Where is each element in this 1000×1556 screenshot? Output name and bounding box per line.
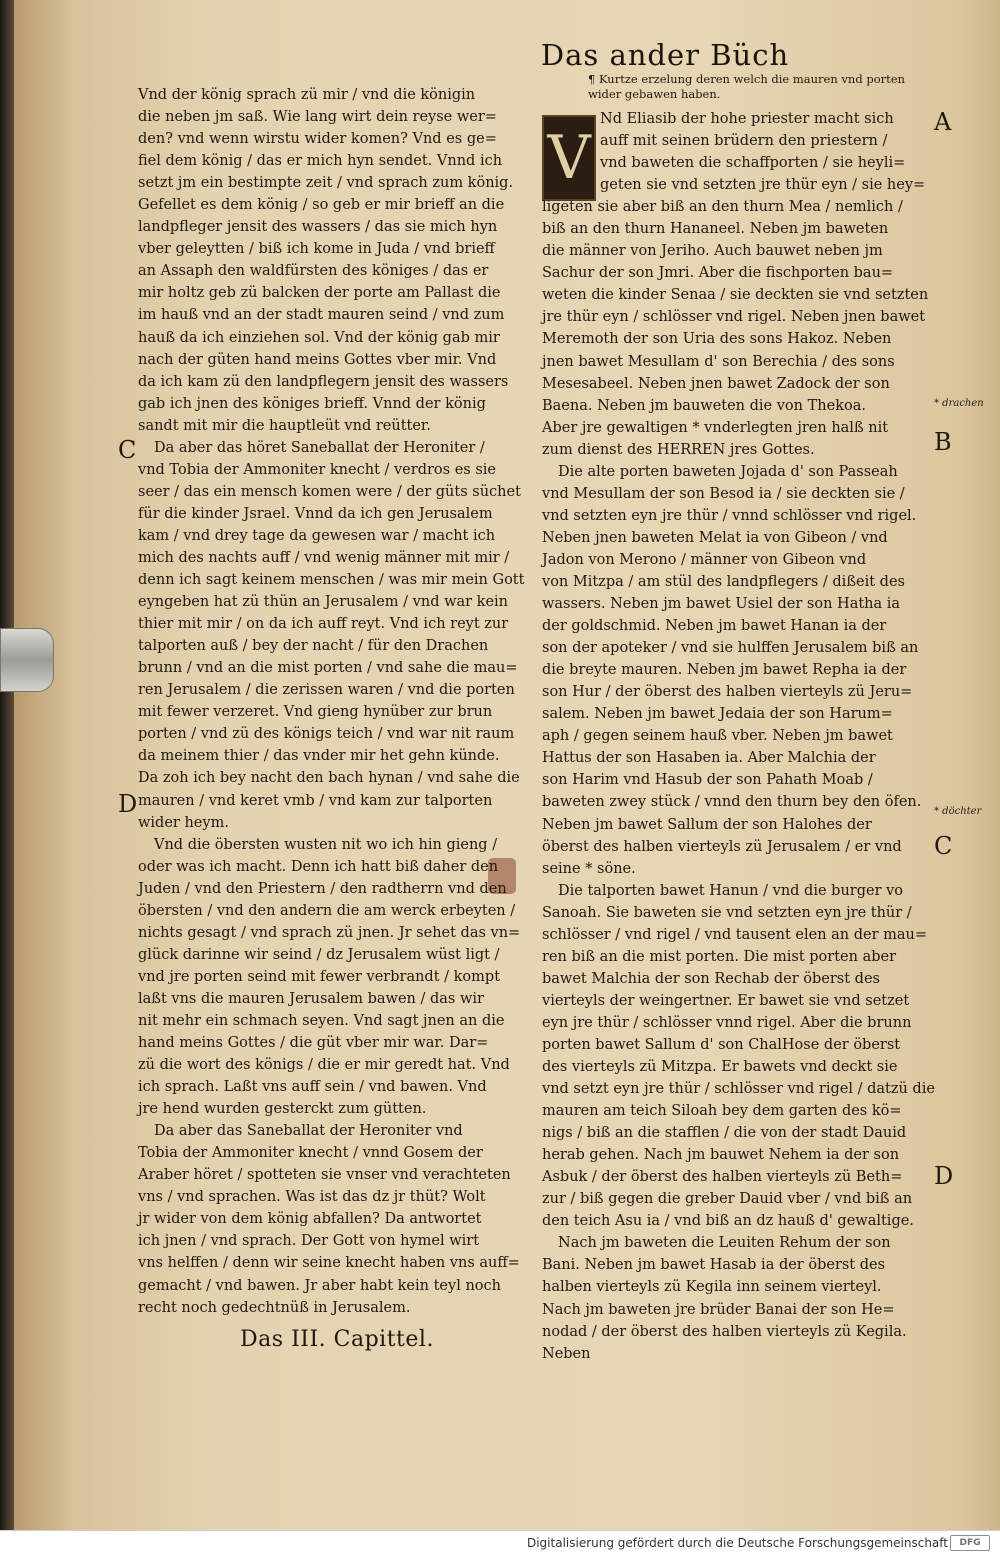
text-line: vnd setzt eyn jre thür / schlösser vnd rigel / datzü die (542, 1081, 935, 1098)
text-line: kam / vnd drey tage da gewesen war / macht ich (138, 527, 496, 544)
text-line: schlösser / vnd rigel / vnd tausent elen an der mau= (542, 926, 928, 943)
right-text-column (542, 108, 935, 1365)
text-line: fiel dem könig / das er mich hyn sendet. Vnnd ich (138, 153, 503, 170)
text-line: Jadon von Merono / männer von Gibeon vnd (542, 551, 867, 568)
text-line: mich des nachts auff / vnd wenig männer mit mir / (138, 549, 510, 566)
text-line: Neben jnen baweten Melat ia von Gibeon / vnd (542, 529, 888, 546)
text-line: den teich Asu ia / vnd biß an dz hauß d' gewaltige. (542, 1213, 914, 1230)
text-line: mir holtz geb zü balcken der porte am Pallast die (138, 285, 501, 302)
text-line: nach der güten hand meins Gottes vber mir. Vnd (138, 351, 497, 368)
margin-marker-a-right: A (934, 108, 952, 136)
text-line: Asbuk / der öberst des halben vierteyls zü Beth= (542, 1169, 903, 1186)
text-line: ren biß an die mist porten. Die mist porten aber (542, 948, 897, 965)
book-clasp (0, 628, 54, 692)
text-line: vnd baweten die schaffporten / sie heyli= (600, 155, 906, 172)
margin-marker-d-left: D (118, 790, 138, 818)
text-line: brunn / vnd an die mist porten / vnd sahe die mau= (138, 660, 518, 677)
footer-credit: Digitalisierung gefördert durch die Deutsche Forschungsgemeinschaft (526, 1536, 948, 1550)
margin-note-dochter: * döchter (934, 806, 982, 817)
text-line: baweten zwey stück / vnnd den thurn bey den öfen. (542, 794, 922, 811)
text-line: halben vierteyls zü Kegila inn seinem vierteyl. (542, 1279, 882, 1296)
text-line: nichts gesagt / vnd sprach zü jnen. Jr sehet das vn= (138, 924, 521, 941)
text-line: Neben (542, 1345, 591, 1362)
running-head: Das ander Büch (540, 38, 790, 72)
text-line: von Mitzpa / am stül des landpflegers / dißeit des (542, 573, 905, 590)
text-line: nodad / der öberst des halben vierteyls zü Kegila. (542, 1323, 907, 1340)
text-line: ren Jerusalem / die zerissen waren / vnd die porten (138, 682, 515, 699)
text-line: vnd setzten eyn jre thür / vnnd schlösser vnd rigel. (542, 507, 917, 524)
text-line: thier mit mir / on da ich auff reyt. Vnd ich reyt zur (138, 616, 509, 633)
text-line: vnd jre porten seind mit fewer verbrandt / kompt (138, 968, 501, 985)
text-line: mauren am teich Siloah bey dem garten des kö= (542, 1103, 902, 1120)
dfg-logo: DFG (950, 1535, 990, 1551)
text-line: Gefellet es dem könig / so geb er mir brieff an die (138, 197, 505, 214)
text-line: vnd Mesullam der son Besod ia / sie deckten sie / (542, 485, 905, 502)
text-line: vns / vnd sprachen. Was ist das dz jr thüt? Wolt (138, 1189, 486, 1206)
text-line: Meremoth der son Uria des sons Hakoz. Neben (542, 331, 892, 348)
text-line: da ich kam zü den landpflegern jensit des wassers (138, 373, 509, 390)
text-line: Die alte porten baweten Jojada d' son Passeah (558, 463, 898, 480)
text-line: weten die kinder Senaa / sie deckten sie vnd setzten (542, 287, 929, 304)
text-line: vber geleytten / biß ich kome in Juda / vnd brieff (138, 241, 495, 258)
text-line: setzt jm ein bestimpte zeit / vnd sprach zum könig. (138, 175, 514, 192)
text-line: Hattus der son Hasaben ia. Aber Malchia der (542, 750, 876, 767)
text-line: des vierteyls zü Mitzpa. Er bawets vnd deckt sie (542, 1059, 898, 1076)
margin-marker-c-right: C (934, 832, 953, 860)
text-line: jnen bawet Mesullam d' son Berechia / des sons (542, 353, 895, 370)
text-line: die neben jm saß. Wie lang wirt dein reyse wer= (138, 109, 497, 126)
text-line: den? vnd wenn wirstu wider komen? Vnd es ge= (138, 131, 497, 148)
text-line: da meinem thier / das vnder mir het gehn künde. (138, 748, 500, 765)
text-line: Nach jm baweten jre brüder Banai der son He= (542, 1301, 895, 1318)
text-line: öbersten / vnd den andern die am werck erbeyten / (138, 902, 516, 919)
margin-marker-b-right: B (934, 428, 952, 456)
text-line: nigs / biß an die stafflen / die von der stadt Dauid (542, 1125, 907, 1142)
text-line: Neben jm bawet Sallum der son Halohes der (542, 816, 872, 833)
text-line: Sanoah. Sie baweten sie vnd setzten eyn jre thür / (542, 904, 912, 921)
text-line: Nach jm baweten die Leuiten Rehum der son (558, 1235, 891, 1252)
text-line: son der apoteker / vnd sie hulffen Jerusalem biß an (542, 640, 919, 657)
text-line: ligeten sie aber biß an den thurn Mea / nemlich / (542, 199, 903, 216)
text-line: öberst des halben vierteyls zü Jerusalem / er vnd (542, 838, 902, 855)
text-line: Tobia der Ammoniter knecht / vnnd Gosem der (138, 1145, 483, 1162)
text-line: porten bawet Sallum d' son ChalHose der öberst (542, 1036, 901, 1053)
text-line: Baena. Neben jm bauweten die von Thekoa. (542, 397, 866, 414)
text-line: an Assaph den waldfürsten des königes / das er (138, 263, 489, 280)
text-line: glück darinne wir seind / dz Jerusalem wüst ligt / (138, 946, 500, 963)
text-line: vierteyls der weingertner. Er bawet sie vnd setzet (542, 992, 910, 1009)
text-line: Araber höret / spotteten sie vnser vnd verachteten (138, 1167, 511, 1184)
text-line: jre hend wurden gesterckt zum gütten. (138, 1101, 427, 1118)
text-line: eyn jre thür / schlösser vnnd rigel. Aber die brunn (542, 1014, 912, 1031)
text-line: salem. Neben jm bawet Jedaia der son Harum= (542, 706, 893, 723)
text-line: der goldschmid. Neben jm bawet Hanan ia der (542, 618, 887, 635)
text-line: auff mit seinen brüdern den priestern / (600, 133, 888, 150)
text-line: jre thür eyn / schlösser vnd rigel. Neben jnen bawet (542, 309, 926, 326)
text-line: vns helffen / denn wir seine knecht haben vns auff= (138, 1255, 520, 1272)
margin-marker-d-right: D (934, 1162, 954, 1190)
text-line: talporten auß / bey der nacht / für den Drachen (138, 638, 489, 655)
text-line: seer / das ein mensch komen were / der güts süchet (138, 483, 521, 500)
text-line: zur / biß gegen die greber Dauid vber / vnd biß an (542, 1191, 913, 1208)
text-line: eyngeben hat zü thün an Jerusalem / vnd war kein (138, 594, 509, 611)
dropcap-initial: V (542, 115, 596, 201)
margin-marker-c-left: C (118, 436, 137, 464)
text-line: laßt vns die mauren Jerusalem bawen / das wir (138, 990, 484, 1007)
text-line: Sachur der son Jmri. Aber die fischporten bau= (542, 265, 894, 282)
text-line: recht noch gedechtnüß in Jerusalem. (138, 1299, 411, 1316)
text-line: Nd Eliasib der hohe priester macht sich (600, 111, 894, 127)
text-line: denn ich sagt keinem menschen / was mir mein Gott (138, 572, 525, 589)
text-line: gab ich jnen des königes brieff. Vnnd der könig (138, 395, 486, 412)
text-line: Da aber das höret Saneballat der Heroniter / (154, 439, 485, 456)
text-line: sandt mit mir die hauptleüt vnd reütter. (138, 417, 431, 434)
text-line: zum dienst des HERREN jres Gottes. (542, 441, 815, 458)
margin-note-drachen: * drachen (934, 398, 984, 409)
text-line: geten sie vnd setzten jre thür eyn / sie hey= (600, 177, 926, 194)
text-line: herab gehen. Nach jm bauwet Nehem ia der son (542, 1147, 900, 1164)
text-line: mauren / vnd keret vmb / vnd kam zur talporten (138, 792, 493, 809)
text-line: porten / vnd zü des königs teich / vnd war nit raum (138, 726, 515, 743)
left-text-column (138, 84, 536, 1351)
text-line: Juden / vnd den Priestern / den radtherrn vnd den (138, 880, 507, 897)
text-line: Vnd die öbersten wusten nit wo ich hin gieng / (154, 836, 498, 853)
text-line: hauß da ich einziehen sol. Vnd der könig gab mir (138, 329, 500, 346)
text-line: son Harim vnd Hasub der son Pahath Moab / (542, 772, 873, 789)
text-line: nit mehr ein schmach seyen. Vnd sagt jnen an die (138, 1012, 505, 1029)
text-line: son Hur / der öberst des halben vierteyls zü Jeru= (542, 684, 913, 701)
text-line: wider heym. (138, 814, 229, 831)
text-line: biß an den thurn Hananeel. Neben jm baweten (542, 221, 889, 238)
text-line: aph / gegen seinem hauß vber. Neben jm bawet (542, 728, 893, 745)
text-line: für die kinder Jsrael. Vnnd da ich gen Jerusalem (138, 505, 493, 522)
text-line: im hauß vnd an der stadt mauren seind / vnd zum (138, 307, 505, 324)
text-line: ich sprach. Laßt vns auff sein / vnd bawen. Vnd (138, 1079, 487, 1096)
text-line: Vnd der könig sprach zü mir / vnd die königin (138, 87, 476, 103)
text-line: landpfleger jensit des wassers / das sie mich hyn (138, 219, 498, 236)
text-line: seine * söne. (542, 860, 636, 877)
text-line: ich jnen / vnd sprach. Der Gott von hymel wirt (138, 1233, 480, 1250)
text-line: gemacht / vnd bawen. Jr aber habt kein teyl noch (138, 1277, 501, 1294)
text-line: Mesesabeel. Neben jnen bawet Zadock der son (542, 375, 890, 392)
text-line: vnd Tobia der Ammoniter knecht / verdros es sie (138, 461, 496, 478)
text-line: wassers. Neben jm bawet Usiel der son Hatha ia (542, 596, 901, 613)
text-line: hand meins Gottes / die güt vber mir war. Dar= (138, 1035, 489, 1052)
text-line: Da aber das Saneballat der Heroniter vnd (154, 1123, 463, 1140)
chapter-heading: Das III. Capittel. (240, 1326, 434, 1352)
text-line: zü die wort des königs / die er mir geredt hat. Vnd (138, 1057, 510, 1074)
text-line: bawet Malchia der son Rechab der öberst des (542, 970, 880, 987)
chapter-summary: ¶ Kurtze erzelung deren welch die mauren vnd porten wider gebawen haben. (588, 72, 905, 101)
text-line: mit fewer verzeret. Vnd gieng hynüber zur brun (138, 704, 493, 721)
text-line: die breyte mauren. Neben jm bawet Repha ia der (542, 662, 907, 679)
text-line: Die talporten bawet Hanun / vnd die burger vo (558, 882, 904, 899)
text-line: Bani. Neben jm bawet Hasab ia der öberst des (542, 1257, 886, 1274)
text-line: Aber jre gewaltigen * vnderlegten jren halß nit (542, 419, 889, 436)
text-line: jr wider von dem könig abfallen? Da antwortet (138, 1211, 482, 1228)
text-line: Da zoh ich bey nacht den bach hynan / vnd sahe die (138, 770, 520, 787)
text-line: die männer von Jeriho. Auch bauwet neben jm (542, 243, 883, 260)
text-line: oder was ich macht. Denn ich hatt biß daher den (138, 858, 499, 875)
